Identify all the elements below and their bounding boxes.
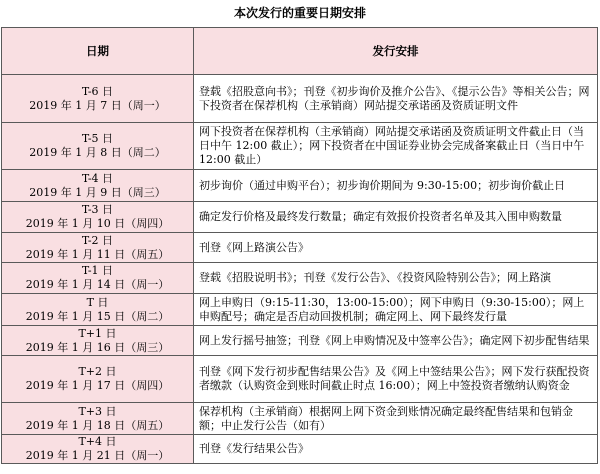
calendar-date: 2019 年 1 月 14 日（周一） — [25, 278, 170, 291]
date-cell — [2, 123, 194, 170]
date-cell — [2, 170, 194, 202]
calendar-date: 2019 年 1 月 16 日（周三） — [25, 340, 170, 354]
arrangement-cell: 刊登《网上路演公告》 — [194, 233, 598, 263]
arrangement-cell: 刊登《发行结果公告》 — [194, 435, 598, 464]
table-row — [2, 123, 598, 170]
arrangement-cell: 初步询价（通过申购平台）；初步询价期间为 9:30-15:00；初步询价截止日 — [194, 170, 598, 202]
table-row — [2, 403, 598, 435]
calendar-date: 2019 年 1 月 15 日（周二） — [25, 309, 170, 323]
date-cell — [2, 233, 194, 263]
day-label: T 日 — [86, 295, 109, 309]
day-label: T-6 日 — [81, 84, 114, 98]
calendar-date: 2019 年 1 月 8 日（周二） — [29, 146, 166, 159]
date-cell — [2, 263, 194, 294]
day-label: T-1 日 — [81, 264, 114, 277]
date-cell — [2, 294, 194, 326]
day-label: T+2 日 — [78, 365, 117, 378]
date-cell — [2, 202, 194, 233]
table-row — [2, 326, 598, 356]
arrangement-cell: 网上发行摇号抽签；刊登《网上申购情况及中签率公告》；确定网下初步配售结果 — [194, 326, 598, 356]
calendar-date: 2019 年 1 月 17 日（周四） — [25, 379, 170, 392]
table-row — [2, 435, 598, 464]
date-cell — [2, 435, 194, 464]
table-row — [2, 75, 598, 123]
calendar-date: 2019 年 1 月 18 日（周五） — [25, 418, 170, 432]
calendar-date: 2019 年 1 月 11 日（周五） — [25, 247, 170, 261]
table-row — [2, 233, 598, 263]
table-row — [2, 263, 598, 294]
day-label: T-5 日 — [81, 132, 114, 145]
arrangement-cell: 登载《招股说明书》；刊登《发行公告》、《投资风险特别公告》；网上路演 — [194, 263, 598, 294]
calendar-date: 2019 年 1 月 21 日（周一） — [25, 449, 170, 462]
table-header-row — [2, 28, 598, 75]
header-date: 日期 — [2, 28, 194, 75]
day-label: T+3 日 — [78, 404, 117, 418]
day-label: T-3 日 — [81, 203, 114, 216]
calendar-date: 2019 年 1 月 7 日（周一） — [29, 98, 166, 112]
header-arrangement: 发行安排 — [194, 28, 598, 75]
date-cell — [2, 356, 194, 403]
table-row — [2, 170, 598, 202]
schedule-body — [2, 75, 598, 464]
table-row — [2, 202, 598, 233]
date-cell — [2, 326, 194, 356]
arrangement-cell: 网下投资者在保荐机构（主承销商）网站提交承诺函及资质证明文件截止日（当日中午 12:00 截止）；网下投资者在中国证券业协会完成备案截止日（当日中午 12:00 截止） — [194, 123, 598, 170]
calendar-date: 2019 年 1 月 10 日（周四） — [25, 217, 170, 230]
arrangement-cell: 确定发行价格及最终发行数量；确定有效报价投资者名单及其入围申购数量 — [194, 202, 598, 233]
day-label: T+1 日 — [78, 326, 117, 340]
calendar-date: 2019 年 1 月 9 日（周三） — [29, 185, 166, 199]
date-cell — [2, 403, 194, 435]
arrangement-cell: 刊登《网下发行初步配售结果公告》及《网上中签结果公告》；网下发行获配投资者缴款（认购资金到账时间截止时点 16:00）；网上中签投资者缴纳认购资金 — [194, 356, 598, 403]
date-cell — [2, 75, 194, 123]
arrangement-cell: 网上申购日（9:15-11:30，13:00-15:00）；网下申购日（9:30-15:00）；网上申购配号；确定是否启动回拨机制；确定网上、网下最终发行量 — [194, 294, 598, 326]
table-row — [2, 356, 598, 403]
table-title: 本次发行的重要日期安排 — [233, 6, 366, 20]
table-row — [2, 294, 598, 326]
day-label: T-4 日 — [81, 171, 114, 185]
arrangement-cell: 保荐机构（主承销商）根据网上网下资金到账情况确定最终配售结果和包销金额；中止发行公告（如有） — [194, 403, 598, 435]
schedule-table — [1, 27, 598, 464]
day-label: T+4 日 — [78, 435, 117, 448]
arrangement-cell: 登载《招股意向书》；刊登《初步询价及推介公告》、《提示公告》等相关公告；网下投资者在保荐机构（主承销商）网站提交承诺函及资质证明文件 — [194, 75, 598, 123]
day-label: T-2 日 — [81, 233, 114, 247]
